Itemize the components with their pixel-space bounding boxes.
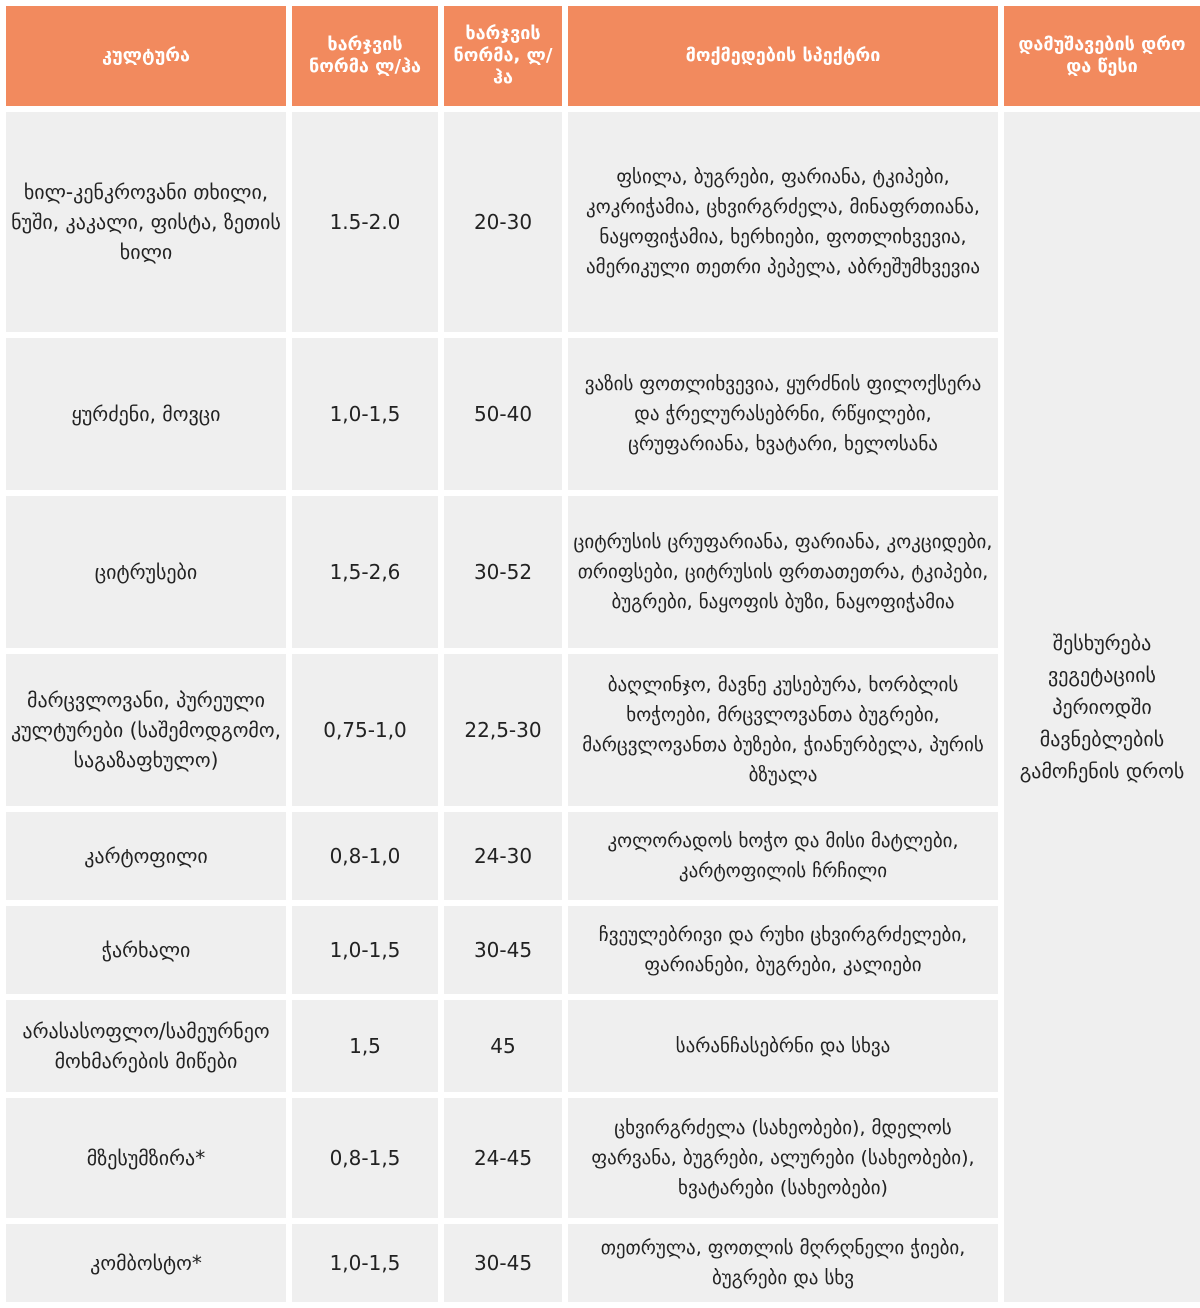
spectrum-cell: ცხვირგრძელა (სახეობები), მდელოს ფარვანა, ბუგრები, ალურები (სახეობები), ხვატარები (სახეობები)	[568, 1098, 998, 1218]
culture-cell: ჭარხალი	[6, 906, 286, 994]
rate2-cell: 30-52	[444, 496, 562, 648]
rate2-cell: 22,5-30	[444, 654, 562, 806]
header-rate-2: ხარჯვის ნორმა, ლ/ჰა	[444, 6, 562, 106]
rate1-cell: 1,0-1,5	[292, 338, 438, 490]
rate1-cell: 1,5	[292, 1000, 438, 1092]
rate1-cell: 0,8-1,0	[292, 812, 438, 900]
timing-cell: შესხურება ვეგეტაციის პერიოდში მავნებლების გამოჩენის დროს	[1004, 112, 1200, 1302]
header-culture: კულტურა	[6, 6, 286, 106]
spectrum-cell: ციტრუსის ცრუფარიანა, ფარიანა, კოკციდები, თრიფსები, ციტრუსის ფრთათეთრა, ტკიპები, ბუგრები, ნაყოფის ბუზი, ნაყოფიჭამია	[568, 496, 998, 648]
culture-cell: მზესუმზირა*	[6, 1098, 286, 1218]
rate2-cell: 45	[444, 1000, 562, 1092]
spectrum-cell: ვაზის ფოთლიხვევია, ყურძნის ფილოქსერა და ჭრელურასებრნი, რწყილები, ცრუფარიანა, ხვატარი, ხელოსანა	[568, 338, 998, 490]
rate1-cell: 0,8-1,5	[292, 1098, 438, 1218]
rate1-cell: 1,0-1,5	[292, 1224, 438, 1302]
header-timing: დამუშავების დრო და წესი	[1004, 6, 1200, 106]
header-row	[6, 6, 1200, 106]
spectrum-cell: ჩვეულებრივი და რუხი ცხვირგრძელები, ფარიანები, ბუგრები, კალიები	[568, 906, 998, 994]
rate1-cell: 1,0-1,5	[292, 906, 438, 994]
culture-cell: კომბოსტო*	[6, 1224, 286, 1302]
spectrum-cell: ფსილა, ბუგრები, ფარიანა, ტკიპები, კოკრიჭამია, ცხვირგრძელა, მინაფრთიანა, ნაყოფიჭამია, ხერხიები, ფოთლიხვევია, ამერიკული თეთრი პეპელა, აბრეშუმხვევია	[568, 112, 998, 332]
rate1-cell: 1,5-2,6	[292, 496, 438, 648]
spectrum-cell: ბაღლინჯო, მავნე კუსებურა, ხორბლის ხოჭოები, მრცვლოვანთა ბუგრები, მარცვლოვანთა ბუზები, ჭიანურბელა, პურის ბზუალა	[568, 654, 998, 806]
culture-cell: კარტოფილი	[6, 812, 286, 900]
header-spectrum: მოქმედების სპექტრი	[568, 6, 998, 106]
rate2-cell: 24-45	[444, 1098, 562, 1218]
spectrum-cell: სარანჩასებრნი და სხვა	[568, 1000, 998, 1092]
table-row	[6, 112, 1200, 332]
header-rate-1: ხარჯვის ნორმა ლ/ჰა	[292, 6, 438, 106]
culture-cell: ციტრუსები	[6, 496, 286, 648]
rate2-cell: 30-45	[444, 1224, 562, 1302]
spectrum-cell: კოლორადოს ხოჭო და მისი მატლები, კარტოფილის ჩრჩილი	[568, 812, 998, 900]
culture-cell: არასასოფლო/სამეურნეო მოხმარების მიწები	[6, 1000, 286, 1092]
rate1-cell: 0,75-1,0	[292, 654, 438, 806]
rate2-cell: 24-30	[444, 812, 562, 900]
rate2-cell: 30-45	[444, 906, 562, 994]
spectrum-cell: თეთრულა, ფოთლის მღრღნელი ჭიები, ბუგრები და სხვ	[568, 1224, 998, 1302]
rate2-cell: 50-40	[444, 338, 562, 490]
rate1-cell: 1.5-2.0	[292, 112, 438, 332]
rate2-cell: 20-30	[444, 112, 562, 332]
culture-cell: ყურძენი, მოვცი	[6, 338, 286, 490]
culture-cell: ხილ-კენკროვანი თხილი, ნუში, კაკალი, ფისტა, ზეთის ხილი	[6, 112, 286, 332]
culture-cell: მარცვლოვანი, პურეული კულტურები (საშემოდგომო, საგაზაფხულო)	[6, 654, 286, 806]
